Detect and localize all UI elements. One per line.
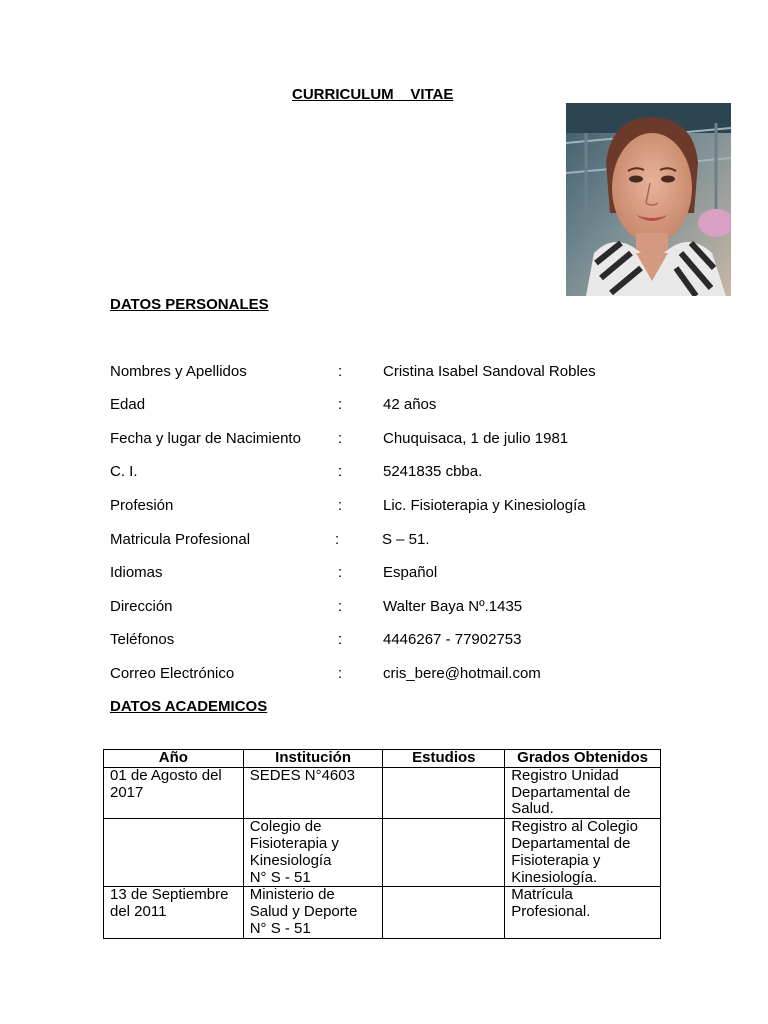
table-row [104,887,661,938]
column-header-studies: Estudios [383,750,505,768]
personal-field-row [110,363,670,383]
field-separator: : [338,430,343,447]
field-value: 4446267 - 77902753 [383,631,522,648]
cell-line: Kinesiología [249,851,332,869]
field-value: cris_bere@hotmail.com [383,665,541,682]
table-row [104,819,661,887]
field-value: Español [383,564,438,581]
cell-line: Profesional. [511,903,591,921]
column-header-degrees: Grados Obtenidos [505,750,661,768]
field-value: S – 51. [382,531,430,548]
field-value: Lic. Fisioterapia y Kinesiología [383,497,586,514]
cell-institution [243,819,383,887]
page-title: CURRICULUM VITAE [292,86,454,103]
field-label: Fecha y lugar de Nacimiento [110,430,301,447]
cell-studies [383,819,505,887]
field-label: Dirección [110,598,173,615]
personal-field-row [110,463,670,483]
cell-line: 2017 [110,783,144,801]
table-row [104,767,661,818]
cell-line: Fisioterapia y [511,851,601,869]
cell-line: Ministerio de [249,886,335,904]
cell-institution [243,767,383,818]
academic-table [103,749,661,939]
field-label: Profesión [110,497,174,514]
cell-line: 13 de Septiembre [110,886,229,904]
field-label: Matricula Profesional [110,531,251,548]
personal-data-heading: DATOS PERSONALES [110,296,269,313]
personal-field-row [110,497,670,517]
cell-line: 01 de Agosto del [110,766,222,784]
cell-year [104,887,244,938]
cell-line: Kinesiología. [511,868,598,886]
cell-line: Salud. [511,800,554,818]
field-value: Cristina Isabel Sandoval Robles [383,363,596,380]
cell-line: del 2011 [110,903,167,921]
field-separator: : [338,665,343,682]
cell-degree [505,767,661,818]
field-label: Edad [110,396,146,413]
cell-line: Departamental de [511,834,631,852]
cell-degree [505,887,661,938]
cell-institution [243,887,383,938]
field-separator: : [335,531,340,548]
field-separator: : [338,564,343,581]
column-header-year: Año [104,750,244,768]
cell-line: Registro al Colegio [511,818,638,836]
cell-line: Matrícula [511,886,573,904]
personal-field-row [110,430,670,450]
cell-studies [383,887,505,938]
personal-field-row [110,564,670,584]
field-label: Idiomas [110,564,163,581]
field-value: 5241835 cbba. [383,463,483,480]
personal-field-row [110,396,670,416]
personal-field-row [110,531,670,551]
cell-year [104,819,244,887]
field-label: Correo Electrónico [110,665,235,682]
field-separator: : [338,363,343,380]
cell-line: Departamental de [511,783,631,801]
table-header-row [104,750,661,768]
field-label: Teléfonos [110,631,175,648]
field-value: Chuquisaca, 1 de julio 1981 [383,430,569,447]
academic-data-heading: DATOS ACADEMICOS [110,698,268,715]
field-separator: : [338,497,343,514]
cell-line: N° S - 51 [249,868,311,886]
field-label: Nombres y Apellidos [110,363,247,380]
personal-field-row [110,598,670,618]
cell-line: Registro Unidad [511,766,619,784]
field-value: 42 años [383,396,437,413]
personal-field-row [110,665,670,685]
portrait-photo [566,103,731,296]
field-label: C. I. [110,463,138,480]
cell-line: Fisioterapia y [249,834,339,852]
field-separator: : [338,598,343,615]
field-value: Walter Baya Nº.1435 [383,598,523,615]
cell-line: SEDES N°4603 [249,766,355,784]
field-separator: : [338,631,343,648]
personal-field-row [110,631,670,651]
cell-degree [505,819,661,887]
cell-line: Colegio de [249,818,322,836]
field-separator: : [338,463,343,480]
field-separator: : [338,396,343,413]
column-header-institution: Institución [243,750,383,768]
cell-line: N° S - 51 [249,919,311,937]
cell-studies [383,767,505,818]
cell-year [104,767,244,818]
cell-line: Salud y Deporte [249,903,358,921]
